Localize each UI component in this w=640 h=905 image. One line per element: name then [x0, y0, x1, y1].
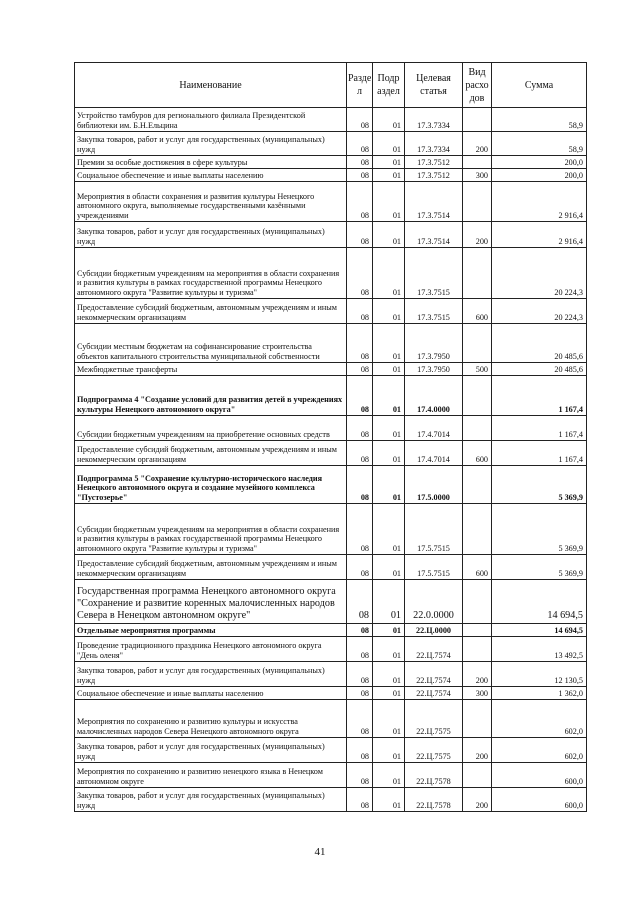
cell-section: 08 [347, 763, 373, 788]
cell-sum: 5 369,9 [492, 555, 587, 580]
cell-name: Предоставление субсидий бюджетным, автономным учреждениям и иным некоммерческим организациям [75, 555, 347, 580]
cell-article: 17.3.7512 [405, 169, 463, 182]
cell-article: 17.3.7950 [405, 363, 463, 376]
cell-subsection: 01 [373, 132, 405, 156]
cell-section: 08 [347, 788, 373, 812]
cell-expense-type: 600 [463, 441, 492, 466]
table-row [75, 738, 587, 763]
cell-section: 08 [347, 504, 373, 555]
cell-subsection: 01 [373, 324, 405, 363]
cell-sum: 13 492,5 [492, 637, 587, 662]
cell-expense-type: 500 [463, 363, 492, 376]
cell-subsection: 01 [373, 788, 405, 812]
cell-section: 08 [347, 662, 373, 687]
cell-expense-type [463, 248, 492, 299]
cell-expense-type [463, 324, 492, 363]
cell-section: 08 [347, 156, 373, 169]
cell-sum: 2 916,4 [492, 222, 587, 248]
cell-sum: 602,0 [492, 738, 587, 763]
cell-subsection: 01 [373, 580, 405, 624]
cell-sum: 2 916,4 [492, 182, 587, 222]
cell-expense-type: 200 [463, 132, 492, 156]
table-row [75, 504, 587, 555]
table-row [75, 555, 587, 580]
cell-sum: 12 130,5 [492, 662, 587, 687]
cell-sum: 20 224,3 [492, 248, 587, 299]
cell-article: 17.5.0000 [405, 466, 463, 504]
cell-subsection: 01 [373, 555, 405, 580]
cell-section: 08 [347, 687, 373, 700]
cell-subsection: 01 [373, 108, 405, 132]
table-row [75, 788, 587, 812]
cell-sum: 5 369,9 [492, 504, 587, 555]
cell-name: Закупка товаров, работ и услуг для государственных (муниципальных) нужд [75, 788, 347, 812]
cell-sum: 20 485,6 [492, 324, 587, 363]
cell-article: 22.Ц.7575 [405, 700, 463, 738]
cell-subsection: 01 [373, 363, 405, 376]
cell-name: Субсидии бюджетным учреждениям на приобретение основных средств [75, 416, 347, 441]
cell-name: Предоставление субсидий бюджетным, автономным учреждениям и иным некоммерческим организациям [75, 441, 347, 466]
cell-article: 22.Ц.7578 [405, 763, 463, 788]
cell-article: 22.Ц.0000 [405, 624, 463, 637]
cell-section: 08 [347, 248, 373, 299]
cell-name: Мероприятия по сохранению и развитию ненецкого языка в Ненецком автономном округе [75, 763, 347, 788]
cell-name: Премии за особые достижения в сфере культуры [75, 156, 347, 169]
cell-subsection: 01 [373, 687, 405, 700]
cell-expense-type [463, 637, 492, 662]
cell-sum: 58,9 [492, 108, 587, 132]
header-sum: Сумма [492, 63, 587, 108]
cell-article: 22.Ц.7578 [405, 788, 463, 812]
cell-expense-type [463, 700, 492, 738]
cell-article: 17.3.7334 [405, 108, 463, 132]
cell-expense-type [463, 376, 492, 416]
cell-subsection: 01 [373, 738, 405, 763]
cell-section: 08 [347, 132, 373, 156]
cell-subsection: 01 [373, 504, 405, 555]
table-row [75, 763, 587, 788]
cell-subsection: 01 [373, 416, 405, 441]
cell-article: 22.Ц.7575 [405, 738, 463, 763]
cell-subsection: 01 [373, 156, 405, 169]
table-row [75, 624, 587, 637]
cell-subsection: 01 [373, 299, 405, 324]
table-row [75, 169, 587, 182]
cell-section: 08 [347, 624, 373, 637]
cell-name: Социальное обеспечение и иные выплаты населению [75, 169, 347, 182]
cell-article: 17.3.7950 [405, 324, 463, 363]
cell-article: 17.4.7014 [405, 416, 463, 441]
table-row [75, 700, 587, 738]
cell-sum: 600,0 [492, 788, 587, 812]
cell-name: Подпрограмма 4 "Создание условий для развития детей в учреждениях культуры Ненецкого автономного округа" [75, 376, 347, 416]
cell-section: 08 [347, 637, 373, 662]
cell-subsection: 01 [373, 763, 405, 788]
cell-sum: 1 167,4 [492, 416, 587, 441]
cell-article: 22.Ц.7574 [405, 662, 463, 687]
cell-sum: 58,9 [492, 132, 587, 156]
cell-subsection: 01 [373, 662, 405, 687]
header-section: Разде л [347, 63, 373, 108]
cell-article: 22.Ц.7574 [405, 687, 463, 700]
cell-expense-type [463, 182, 492, 222]
table-row [75, 132, 587, 156]
cell-expense-type [463, 763, 492, 788]
cell-article: 17.3.7515 [405, 299, 463, 324]
cell-subsection: 01 [373, 441, 405, 466]
cell-expense-type: 600 [463, 299, 492, 324]
cell-expense-type [463, 156, 492, 169]
table-header-row [75, 63, 587, 108]
cell-name: Межбюджетные трансферты [75, 363, 347, 376]
cell-sum: 602,0 [492, 700, 587, 738]
cell-article: 17.3.7334 [405, 132, 463, 156]
header-name: Наименование [75, 63, 347, 108]
cell-expense-type [463, 466, 492, 504]
table-row [75, 416, 587, 441]
cell-name: Проведение традиционного праздника Ненецкого автономного округа "День оленя" [75, 637, 347, 662]
cell-section: 08 [347, 376, 373, 416]
cell-section: 08 [347, 222, 373, 248]
cell-sum: 14 694,5 [492, 580, 587, 624]
cell-name: Предоставление субсидий бюджетным, автономным учреждениям и иным некоммерческим организациям [75, 299, 347, 324]
cell-subsection: 01 [373, 222, 405, 248]
cell-expense-type [463, 108, 492, 132]
cell-name: Закупка товаров, работ и услуг для государственных (муниципальных) нужд [75, 662, 347, 687]
cell-section: 08 [347, 363, 373, 376]
cell-expense-type: 200 [463, 222, 492, 248]
cell-name: Социальное обеспечение и иные выплаты населению [75, 687, 347, 700]
cell-name: Закупка товаров, работ и услуг для государственных (муниципальных) нужд [75, 738, 347, 763]
budget-table [74, 62, 587, 812]
cell-subsection: 01 [373, 466, 405, 504]
cell-expense-type: 200 [463, 788, 492, 812]
cell-subsection: 01 [373, 182, 405, 222]
cell-expense-type: 200 [463, 662, 492, 687]
header-subsection: Подр аздел [373, 63, 405, 108]
cell-sum: 1 362,0 [492, 687, 587, 700]
table-row [75, 466, 587, 504]
cell-article: 17.3.7512 [405, 156, 463, 169]
cell-sum: 20 224,3 [492, 299, 587, 324]
cell-expense-type [463, 504, 492, 555]
cell-subsection: 01 [373, 700, 405, 738]
cell-subsection: 01 [373, 637, 405, 662]
cell-name: Субсидии бюджетным учреждениям на мероприятия в области сохранения и развития культуры в рамках государственной программы Ненецкого автономного округа "Развитие культуры и туризма" [75, 248, 347, 299]
cell-expense-type [463, 580, 492, 624]
table-row [75, 376, 587, 416]
cell-article: 22.Ц.7574 [405, 637, 463, 662]
table-row [75, 324, 587, 363]
cell-section: 08 [347, 108, 373, 132]
cell-article: 17.5.7515 [405, 555, 463, 580]
cell-name: Закупка товаров, работ и услуг для государственных (муниципальных) нужд [75, 132, 347, 156]
cell-name: Закупка товаров, работ и услуг для государственных (муниципальных) нужд [75, 222, 347, 248]
cell-section: 08 [347, 441, 373, 466]
table-row [75, 182, 587, 222]
cell-section: 08 [347, 466, 373, 504]
cell-subsection: 01 [373, 248, 405, 299]
table-row [75, 222, 587, 248]
cell-sum: 200,0 [492, 156, 587, 169]
cell-expense-type: 200 [463, 738, 492, 763]
table-row [75, 363, 587, 376]
cell-article: 17.4.7014 [405, 441, 463, 466]
table-row [75, 441, 587, 466]
cell-name: Субсидии бюджетным учреждениям на мероприятия в области сохранения и развития культуры в рамках государственной программы Ненецкого автономного округа "Развитие культуры и туризма" [75, 504, 347, 555]
cell-subsection: 01 [373, 169, 405, 182]
page-number: 41 [314, 846, 326, 858]
cell-expense-type: 600 [463, 555, 492, 580]
cell-name: Субсидии местным бюджетам на софинансирование строительства объектов капитального строительства муниципальной собственности [75, 324, 347, 363]
table-row [75, 248, 587, 299]
cell-section: 08 [347, 700, 373, 738]
cell-subsection: 01 [373, 376, 405, 416]
table-body [75, 108, 587, 812]
cell-section: 08 [347, 555, 373, 580]
cell-article: 17.3.7514 [405, 182, 463, 222]
table-row [75, 637, 587, 662]
table-row [75, 156, 587, 169]
cell-name: Государственная программа Ненецкого автономного округа "Сохранение и развитие коренных малочисленных народов Севера в Ненецком автономном округе" [75, 580, 347, 624]
cell-sum: 5 369,9 [492, 466, 587, 504]
cell-sum: 14 694,5 [492, 624, 587, 637]
table-row [75, 687, 587, 700]
cell-article: 17.4.0000 [405, 376, 463, 416]
cell-name: Отдельные мероприятия программы [75, 624, 347, 637]
cell-name: Мероприятия в области сохранения и развития культуры Ненецкого автономного округа, выполняемые государственными казёнными учреждениями [75, 182, 347, 222]
table-row [75, 662, 587, 687]
cell-expense-type [463, 416, 492, 441]
cell-sum: 600,0 [492, 763, 587, 788]
cell-article: 22.0.0000 [405, 580, 463, 624]
cell-article: 17.5.7515 [405, 504, 463, 555]
cell-section: 08 [347, 182, 373, 222]
cell-section: 08 [347, 738, 373, 763]
cell-name: Устройство тамбуров для регионального филиала Президентской библиотеки им. Б.Н.Ельцина [75, 108, 347, 132]
cell-subsection: 01 [373, 624, 405, 637]
cell-section: 08 [347, 416, 373, 441]
cell-article: 17.3.7515 [405, 248, 463, 299]
cell-expense-type: 300 [463, 169, 492, 182]
cell-name: Подпрограмма 5 "Сохранение культурно-исторического наследия Ненецкого автономного округа и создание музейного комплекса "Пустозерье" [75, 466, 347, 504]
cell-section: 08 [347, 299, 373, 324]
cell-section: 08 [347, 169, 373, 182]
cell-sum: 200,0 [492, 169, 587, 182]
cell-section: 08 [347, 324, 373, 363]
cell-name: Мероприятия по сохранению и развитию культуры и искусства малочисленных народов Севера Ненецкого автономного округа [75, 700, 347, 738]
cell-expense-type: 300 [463, 687, 492, 700]
cell-sum: 1 167,4 [492, 376, 587, 416]
cell-expense-type [463, 624, 492, 637]
header-expense-type: Вид расхо дов [463, 63, 492, 108]
header-article: Целевая статья [405, 63, 463, 108]
cell-section: 08 [347, 580, 373, 624]
cell-article: 17.3.7514 [405, 222, 463, 248]
table-row [75, 580, 587, 624]
table-row [75, 108, 587, 132]
cell-sum: 1 167,4 [492, 441, 587, 466]
table-row [75, 299, 587, 324]
cell-sum: 20 485,6 [492, 363, 587, 376]
